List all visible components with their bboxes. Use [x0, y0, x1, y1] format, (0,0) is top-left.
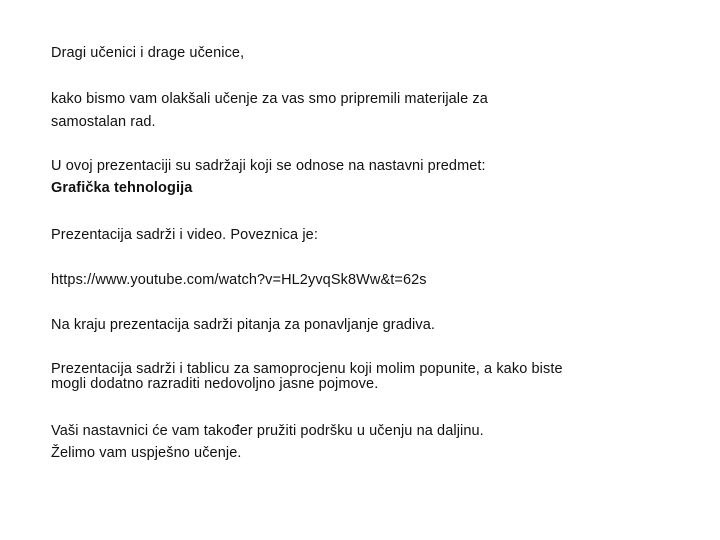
video-link[interactable]: https://www.youtube.com/watch?v=HL2yvqSk8Ww&t=62s — [51, 272, 427, 288]
greeting-text: Dragi učenici i drage učenice, — [51, 45, 245, 61]
intro-text-line-1: kako bismo vam olakšali učenje za vas smo pripremili materijale za — [51, 91, 488, 107]
table-text-line-2: mogli dodatno razraditi nedovoljno jasne pojmove. — [51, 376, 379, 392]
intro-text-line-2: samostalan rad. — [51, 114, 156, 130]
subject-name: Grafička tehnologija — [51, 180, 193, 196]
subject-text: U ovoj prezentaciji su sadržaji koji se odnose na nastavni predmet: — [51, 158, 486, 174]
support-text: Vaši nastavnici će vam također pružiti podršku u učenju na daljinu. — [51, 423, 484, 439]
video-text: Prezentacija sadrži i video. Poveznica je: — [51, 227, 318, 243]
closing-text: Želimo vam uspješno učenje. — [51, 445, 242, 461]
table-text-line-1: Prezentacija sadrži i tablicu za samoprocjenu koji molim popunite, a kako biste — [51, 361, 563, 377]
questions-text: Na kraju prezentacija sadrži pitanja za ponavljanje gradiva. — [51, 317, 436, 333]
